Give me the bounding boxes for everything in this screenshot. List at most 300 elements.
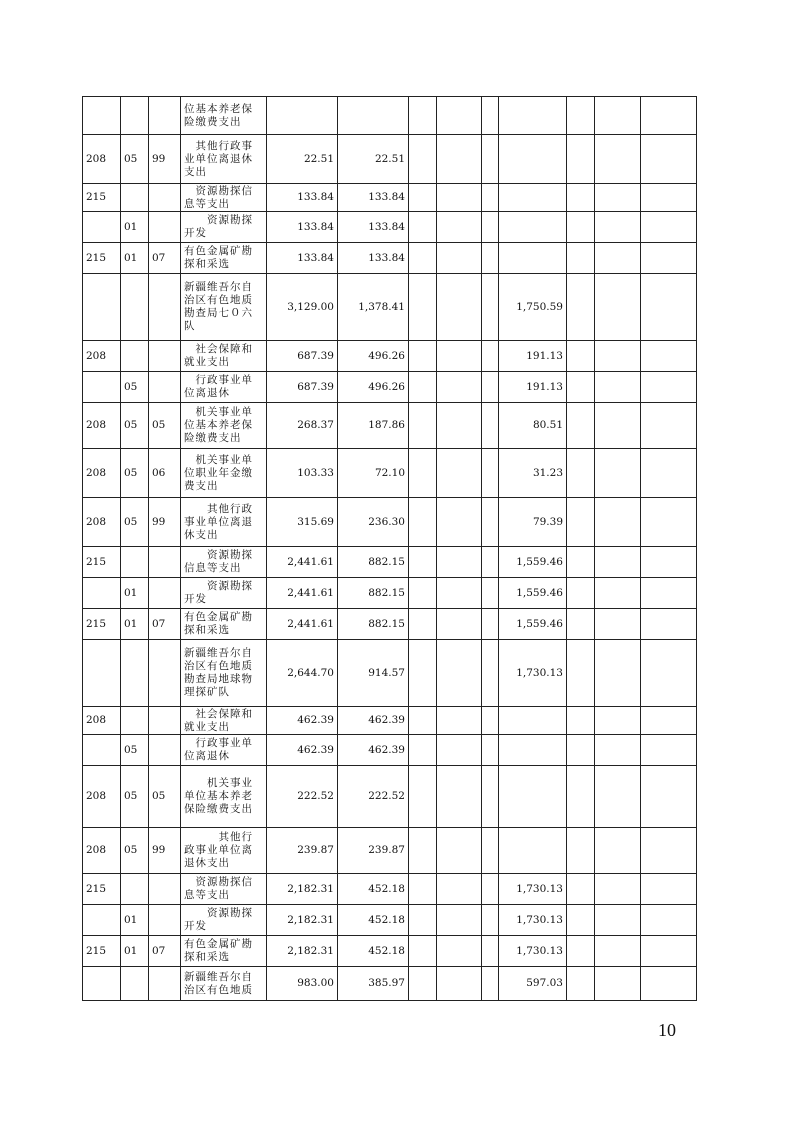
cell-item: 01	[121, 936, 149, 967]
cell-total: 983.00	[267, 967, 338, 1001]
cell-item: 05	[121, 735, 149, 766]
cell-basic: 133.84	[338, 243, 409, 274]
cell-name: 新疆维吾尔自治区有色地质	[181, 967, 267, 1001]
cell-11	[567, 212, 595, 243]
cell-11	[567, 707, 595, 735]
cell-item	[121, 967, 149, 1001]
cell-7	[409, 640, 437, 707]
cell-11	[567, 609, 595, 640]
cell-project: 1,730.13	[499, 874, 567, 905]
cell-name: 资源勘探开发	[181, 905, 267, 936]
cell-class	[83, 578, 121, 609]
table-row	[83, 936, 697, 967]
cell-7	[409, 828, 437, 874]
cell-name: 新疆维吾尔自治区有色地质勘查局七０六队	[181, 274, 267, 341]
cell-subitem: 07	[149, 609, 181, 640]
cell-12	[595, 905, 641, 936]
cell-basic: 187.86	[338, 403, 409, 449]
cell-item	[121, 184, 149, 212]
cell-8	[437, 97, 482, 135]
cell-11	[567, 97, 595, 135]
cell-basic: 914.57	[338, 640, 409, 707]
cell-subitem	[149, 372, 181, 403]
cell-total: 133.84	[267, 184, 338, 212]
cell-7	[409, 243, 437, 274]
cell-item: 01	[121, 905, 149, 936]
cell-13	[641, 372, 697, 403]
cell-7	[409, 341, 437, 372]
cell-9	[482, 372, 499, 403]
cell-9	[482, 707, 499, 735]
cell-item	[121, 341, 149, 372]
cell-9	[482, 967, 499, 1001]
cell-basic: 133.84	[338, 212, 409, 243]
cell-item: 01	[121, 212, 149, 243]
cell-9	[482, 184, 499, 212]
cell-item	[121, 274, 149, 341]
cell-project	[499, 828, 567, 874]
cell-class: 208	[83, 828, 121, 874]
cell-basic: 462.39	[338, 707, 409, 735]
cell-class: 208	[83, 403, 121, 449]
cell-class: 208	[83, 766, 121, 828]
cell-9	[482, 274, 499, 341]
cell-subitem	[149, 905, 181, 936]
cell-item: 05	[121, 449, 149, 498]
cell-basic: 239.87	[338, 828, 409, 874]
table-row	[83, 403, 697, 449]
cell-12	[595, 735, 641, 766]
cell-total: 133.84	[267, 243, 338, 274]
cell-subitem	[149, 640, 181, 707]
cell-11	[567, 874, 595, 905]
cell-name: 机关事业单位基本养老保险缴费支出	[181, 403, 267, 449]
table-row	[83, 498, 697, 547]
cell-11	[567, 578, 595, 609]
table-row	[83, 243, 697, 274]
cell-7	[409, 735, 437, 766]
cell-name: 机关事业单位职业年金缴费支出	[181, 449, 267, 498]
cell-subitem	[149, 735, 181, 766]
cell-12	[595, 640, 641, 707]
cell-item	[121, 97, 149, 135]
cell-13	[641, 707, 697, 735]
cell-11	[567, 184, 595, 212]
table-row	[83, 135, 697, 184]
cell-basic: 882.15	[338, 578, 409, 609]
cell-9	[482, 135, 499, 184]
cell-class	[83, 212, 121, 243]
cell-total: 268.37	[267, 403, 338, 449]
cell-13	[641, 135, 697, 184]
cell-project	[499, 184, 567, 212]
cell-9	[482, 97, 499, 135]
cell-11	[567, 243, 595, 274]
budget-table	[82, 96, 697, 1001]
cell-subitem	[149, 874, 181, 905]
cell-8	[437, 135, 482, 184]
table-row	[83, 905, 697, 936]
table-row	[83, 707, 697, 735]
cell-subitem: 07	[149, 936, 181, 967]
cell-class: 208	[83, 341, 121, 372]
cell-class	[83, 97, 121, 135]
cell-13	[641, 341, 697, 372]
cell-class	[83, 905, 121, 936]
cell-basic: 72.10	[338, 449, 409, 498]
cell-subitem	[149, 578, 181, 609]
cell-subitem	[149, 184, 181, 212]
cell-subitem	[149, 547, 181, 578]
cell-total: 2,441.61	[267, 547, 338, 578]
cell-name: 其他行政事业单位离退休支出	[181, 135, 267, 184]
table-row	[83, 766, 697, 828]
cell-7	[409, 905, 437, 936]
cell-11	[567, 828, 595, 874]
cell-name: 其他行政事业单位离退休支出	[181, 828, 267, 874]
cell-13	[641, 936, 697, 967]
cell-class: 215	[83, 936, 121, 967]
cell-8	[437, 372, 482, 403]
cell-7	[409, 936, 437, 967]
cell-class: 208	[83, 498, 121, 547]
cell-9	[482, 212, 499, 243]
cell-9	[482, 341, 499, 372]
cell-8	[437, 766, 482, 828]
cell-9	[482, 874, 499, 905]
cell-7	[409, 403, 437, 449]
cell-12	[595, 403, 641, 449]
table-row	[83, 372, 697, 403]
table-row	[83, 874, 697, 905]
cell-name: 资源勘探开发	[181, 212, 267, 243]
cell-7	[409, 212, 437, 243]
cell-11	[567, 498, 595, 547]
page-number: 10	[658, 1020, 676, 1040]
cell-total: 2,182.31	[267, 905, 338, 936]
cell-7	[409, 578, 437, 609]
cell-12	[595, 372, 641, 403]
cell-9	[482, 498, 499, 547]
cell-name: 资源勘探信息等支出	[181, 874, 267, 905]
cell-12	[595, 828, 641, 874]
cell-name: 社会保障和就业支出	[181, 707, 267, 735]
table-row	[83, 967, 697, 1001]
cell-project: 79.39	[499, 498, 567, 547]
cell-8	[437, 828, 482, 874]
cell-basic: 452.18	[338, 905, 409, 936]
cell-subitem: 07	[149, 243, 181, 274]
cell-name: 资源勘探信息等支出	[181, 184, 267, 212]
cell-name: 其他行政事业单位离退休支出	[181, 498, 267, 547]
cell-class: 208	[83, 707, 121, 735]
cell-project: 191.13	[499, 341, 567, 372]
cell-item: 05	[121, 403, 149, 449]
cell-9	[482, 547, 499, 578]
cell-basic: 452.18	[338, 874, 409, 905]
cell-project	[499, 707, 567, 735]
cell-total	[267, 97, 338, 135]
cell-13	[641, 766, 697, 828]
cell-item	[121, 547, 149, 578]
cell-11	[567, 341, 595, 372]
cell-12	[595, 212, 641, 243]
cell-total: 133.84	[267, 212, 338, 243]
cell-13	[641, 905, 697, 936]
table-row	[83, 212, 697, 243]
cell-project: 1,559.46	[499, 547, 567, 578]
cell-class	[83, 735, 121, 766]
cell-project: 1,730.13	[499, 640, 567, 707]
cell-7	[409, 184, 437, 212]
cell-7	[409, 609, 437, 640]
cell-basic: 882.15	[338, 609, 409, 640]
cell-total: 222.52	[267, 766, 338, 828]
cell-name: 资源勘探开发	[181, 578, 267, 609]
cell-9	[482, 640, 499, 707]
cell-project: 1,559.46	[499, 578, 567, 609]
cell-8	[437, 212, 482, 243]
cell-13	[641, 828, 697, 874]
cell-7	[409, 97, 437, 135]
cell-12	[595, 609, 641, 640]
cell-total: 103.33	[267, 449, 338, 498]
cell-12	[595, 97, 641, 135]
cell-item: 05	[121, 828, 149, 874]
cell-12	[595, 547, 641, 578]
cell-name: 行政事业单位离退休	[181, 372, 267, 403]
cell-8	[437, 609, 482, 640]
cell-7	[409, 967, 437, 1001]
cell-item: 01	[121, 609, 149, 640]
cell-8	[437, 707, 482, 735]
cell-9	[482, 403, 499, 449]
cell-project: 1,559.46	[499, 609, 567, 640]
cell-13	[641, 243, 697, 274]
cell-name: 机关事业单位基本养老保险缴费支出	[181, 766, 267, 828]
cell-project	[499, 735, 567, 766]
table-row	[83, 609, 697, 640]
cell-13	[641, 184, 697, 212]
cell-9	[482, 578, 499, 609]
cell-total: 2,182.31	[267, 874, 338, 905]
cell-project	[499, 97, 567, 135]
cell-8	[437, 274, 482, 341]
cell-basic: 462.39	[338, 735, 409, 766]
cell-13	[641, 449, 697, 498]
cell-8	[437, 341, 482, 372]
cell-13	[641, 97, 697, 135]
cell-8	[437, 578, 482, 609]
cell-class: 215	[83, 243, 121, 274]
cell-total: 2,441.61	[267, 578, 338, 609]
cell-basic: 133.84	[338, 184, 409, 212]
cell-name: 有色金属矿勘探和采选	[181, 243, 267, 274]
cell-basic: 496.26	[338, 372, 409, 403]
cell-project: 31.23	[499, 449, 567, 498]
cell-class	[83, 274, 121, 341]
table-row	[83, 735, 697, 766]
table-row	[83, 640, 697, 707]
cell-subitem	[149, 212, 181, 243]
cell-total: 239.87	[267, 828, 338, 874]
cell-7	[409, 707, 437, 735]
cell-9	[482, 243, 499, 274]
cell-project	[499, 212, 567, 243]
cell-basic: 385.97	[338, 967, 409, 1001]
cell-class: 215	[83, 547, 121, 578]
table-row	[83, 97, 697, 135]
cell-13	[641, 735, 697, 766]
table-row	[83, 274, 697, 341]
cell-item: 05	[121, 498, 149, 547]
cell-7	[409, 547, 437, 578]
cell-13	[641, 874, 697, 905]
cell-class: 208	[83, 449, 121, 498]
cell-item	[121, 874, 149, 905]
cell-total: 2,441.61	[267, 609, 338, 640]
cell-basic	[338, 97, 409, 135]
table-row	[83, 341, 697, 372]
cell-11	[567, 735, 595, 766]
cell-13	[641, 274, 697, 341]
cell-11	[567, 403, 595, 449]
cell-item	[121, 640, 149, 707]
cell-basic: 882.15	[338, 547, 409, 578]
cell-9	[482, 828, 499, 874]
cell-class	[83, 967, 121, 1001]
cell-11	[567, 936, 595, 967]
cell-total: 687.39	[267, 372, 338, 403]
cell-project: 80.51	[499, 403, 567, 449]
cell-9	[482, 905, 499, 936]
cell-12	[595, 341, 641, 372]
cell-12	[595, 243, 641, 274]
cell-8	[437, 967, 482, 1001]
cell-11	[567, 967, 595, 1001]
cell-9	[482, 936, 499, 967]
cell-name: 行政事业单位离退休	[181, 735, 267, 766]
cell-11	[567, 640, 595, 707]
cell-12	[595, 498, 641, 547]
cell-9	[482, 449, 499, 498]
cell-subitem: 05	[149, 403, 181, 449]
cell-12	[595, 766, 641, 828]
cell-7	[409, 274, 437, 341]
cell-project	[499, 766, 567, 828]
table-row	[83, 184, 697, 212]
cell-8	[437, 449, 482, 498]
cell-8	[437, 640, 482, 707]
cell-11	[567, 547, 595, 578]
cell-item: 05	[121, 766, 149, 828]
cell-subitem	[149, 707, 181, 735]
cell-7	[409, 372, 437, 403]
cell-name: 有色金属矿勘探和采选	[181, 936, 267, 967]
cell-8	[437, 403, 482, 449]
table-row	[83, 547, 697, 578]
cell-basic: 452.18	[338, 936, 409, 967]
cell-12	[595, 274, 641, 341]
table-row	[83, 449, 697, 498]
cell-7	[409, 498, 437, 547]
cell-basic: 236.30	[338, 498, 409, 547]
cell-9	[482, 609, 499, 640]
cell-7	[409, 766, 437, 828]
cell-item	[121, 707, 149, 735]
cell-13	[641, 547, 697, 578]
cell-total: 315.69	[267, 498, 338, 547]
cell-11	[567, 372, 595, 403]
cell-subitem	[149, 967, 181, 1001]
cell-8	[437, 936, 482, 967]
cell-subitem: 99	[149, 828, 181, 874]
cell-class: 215	[83, 874, 121, 905]
cell-12	[595, 135, 641, 184]
cell-subitem: 05	[149, 766, 181, 828]
cell-12	[595, 184, 641, 212]
cell-9	[482, 766, 499, 828]
cell-total: 2,644.70	[267, 640, 338, 707]
cell-project: 191.13	[499, 372, 567, 403]
cell-7	[409, 449, 437, 498]
cell-name: 新疆维吾尔自治区有色地质勘查局地球物理探矿队	[181, 640, 267, 707]
cell-8	[437, 874, 482, 905]
cell-12	[595, 936, 641, 967]
cell-subitem	[149, 341, 181, 372]
cell-total: 687.39	[267, 341, 338, 372]
table-row	[83, 828, 697, 874]
cell-7	[409, 874, 437, 905]
cell-12	[595, 967, 641, 1001]
table-body	[83, 97, 697, 1001]
cell-13	[641, 212, 697, 243]
cell-basic: 222.52	[338, 766, 409, 828]
cell-13	[641, 967, 697, 1001]
cell-13	[641, 578, 697, 609]
cell-8	[437, 905, 482, 936]
cell-11	[567, 135, 595, 184]
cell-basic: 22.51	[338, 135, 409, 184]
cell-8	[437, 498, 482, 547]
cell-12	[595, 578, 641, 609]
cell-basic: 496.26	[338, 341, 409, 372]
cell-subitem: 06	[149, 449, 181, 498]
cell-11	[567, 766, 595, 828]
cell-total: 3,129.00	[267, 274, 338, 341]
cell-class	[83, 372, 121, 403]
cell-project: 597.03	[499, 967, 567, 1001]
cell-class: 208	[83, 135, 121, 184]
cell-8	[437, 547, 482, 578]
cell-project: 1,750.59	[499, 274, 567, 341]
cell-subitem	[149, 274, 181, 341]
cell-13	[641, 609, 697, 640]
cell-13	[641, 403, 697, 449]
cell-project: 1,730.13	[499, 905, 567, 936]
cell-8	[437, 184, 482, 212]
cell-subitem: 99	[149, 135, 181, 184]
cell-class: 215	[83, 184, 121, 212]
cell-11	[567, 449, 595, 498]
cell-total: 462.39	[267, 707, 338, 735]
table-row	[83, 578, 697, 609]
cell-item: 01	[121, 578, 149, 609]
cell-13	[641, 640, 697, 707]
cell-name: 有色金属矿勘探和采选	[181, 609, 267, 640]
cell-12	[595, 707, 641, 735]
cell-9	[482, 735, 499, 766]
